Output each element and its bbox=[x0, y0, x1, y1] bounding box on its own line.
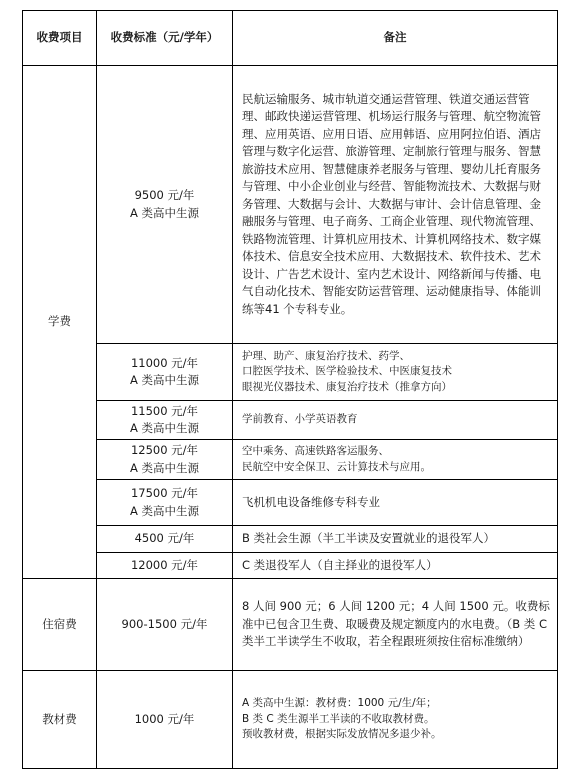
note-line: 飞机机电设备维修专科专业 bbox=[242, 494, 380, 509]
note-cell bbox=[233, 344, 558, 401]
note-line: 预收教材费，根据实际发放情况多退少补。 bbox=[242, 728, 442, 741]
textbook-fee: 1000 元/年 bbox=[97, 671, 233, 769]
fee-cell bbox=[97, 440, 233, 480]
table-row bbox=[23, 66, 558, 344]
note-cell bbox=[233, 526, 558, 553]
table-row bbox=[23, 401, 558, 440]
note-cell bbox=[233, 480, 558, 526]
header-note: 备注 bbox=[233, 11, 558, 66]
header-standard: 收费标准（元/学年） bbox=[97, 11, 233, 66]
fee-cell bbox=[97, 526, 233, 553]
note-line: 学前教育、小学英语教育 bbox=[242, 413, 358, 426]
note-line: 口腔医学技术、医学检验技术、中医康复技术 bbox=[242, 365, 452, 378]
fee-table bbox=[22, 10, 558, 769]
table-row bbox=[23, 480, 558, 526]
fee-cell bbox=[97, 553, 233, 579]
note-cell bbox=[233, 553, 558, 579]
note-line: C 类退役军人（自主择业的退役军人） bbox=[242, 557, 438, 572]
fee-source: A 类高中生源 bbox=[129, 205, 200, 220]
table-row bbox=[23, 579, 558, 671]
note-cell bbox=[233, 66, 558, 344]
table-row bbox=[23, 440, 558, 480]
note-line: B 类 C 类生源半工半读的不收取教材费。 bbox=[242, 712, 435, 725]
lodging-fee: 900-1500 元/年 bbox=[97, 579, 233, 671]
fee-cell bbox=[97, 480, 233, 526]
table-row bbox=[23, 671, 558, 769]
fee-amount: 12500 元/年 bbox=[130, 443, 199, 457]
lodging-label: 住宿费 bbox=[23, 579, 97, 671]
table-header-row bbox=[23, 11, 558, 66]
note-cell bbox=[233, 440, 558, 480]
fee-amount: 9500 元/年 bbox=[134, 188, 195, 202]
fee-source: A 类高中生源 bbox=[129, 421, 200, 435]
fee-amount: 11000 元/年 bbox=[130, 355, 199, 370]
note-line: 空中乘务、高速铁路客运服务、 bbox=[242, 445, 389, 457]
note-line: 眼视光仪器技术、康复治疗技术（推拿方向） bbox=[242, 380, 452, 393]
fee-source: A 类高中生源 bbox=[129, 373, 200, 387]
fee-source: A 类高中生源 bbox=[129, 460, 200, 475]
tuition-label: 学费 bbox=[23, 66, 97, 579]
table-row bbox=[23, 526, 558, 553]
lodging-note: 8 人间 900 元；6 人间 1200 元；4 人间 1500 元。收费标准中已包含卫生费、取暖费及规定额度内的水电费。（B 类 C 类半工半读学生不收取，若全程跟班须按住宿标准缴纳） bbox=[233, 579, 558, 671]
note-line: A 类高中生源：教材费：1000 元/生/年； bbox=[242, 697, 437, 710]
fee-source: A 类高中生源 bbox=[129, 503, 200, 518]
note-text: 民航运输服务、城市轨道交通运营管理、铁道交通运营管理、邮政快递运营管理、机场运行服务与管理、航空物流管理、应用英语、应用日语、应用韩语、应用阿拉伯语、酒店管理与数字化运营、旅游管理、定制旅行管理与服务、智慧旅游技术应用、智慧健康养老服务与管理、婴幼儿托育服务与管理、中小企业创业与经营、智能物流技术、大数据与财务管理、大数据与会计、大数据与审计、会计信息管理、金融服务与管理、电子商务、工商企业管理、现代物流管理、铁路物流管理、计算机应用技术、计算机网络技术、数字媒体技术、信息安全技术应用、大数据技术、软件技术、艺术设计、广告艺术设计、室内艺术设计、网络新闻与传播、电气自动化技术、智能安防运营管理、运动健康指导、体能训练等41 个专科专业。 bbox=[242, 91, 541, 316]
note-line: 护理、助产、康复治疗技术、药学、 bbox=[242, 349, 410, 362]
note-line: B 类社会生源（半工半读及安置就业的退役军人） bbox=[242, 531, 496, 546]
fee-cell bbox=[97, 344, 233, 401]
header-item: 收费项目 bbox=[23, 11, 97, 66]
note-cell bbox=[233, 671, 558, 769]
table-row bbox=[23, 553, 558, 579]
fee-amount: 12000 元/年 bbox=[130, 557, 199, 572]
fee-cell bbox=[97, 401, 233, 440]
table-row bbox=[23, 344, 558, 401]
note-cell bbox=[233, 401, 558, 440]
fee-amount: 17500 元/年 bbox=[130, 486, 199, 500]
fee-amount: 4500 元/年 bbox=[134, 531, 195, 546]
fee-cell bbox=[97, 66, 233, 344]
fee-amount: 11500 元/年 bbox=[130, 403, 199, 418]
textbook-label: 教材费 bbox=[23, 671, 97, 769]
note-line: 民航空中安全保卫、云计算技术与应用。 bbox=[242, 460, 431, 473]
